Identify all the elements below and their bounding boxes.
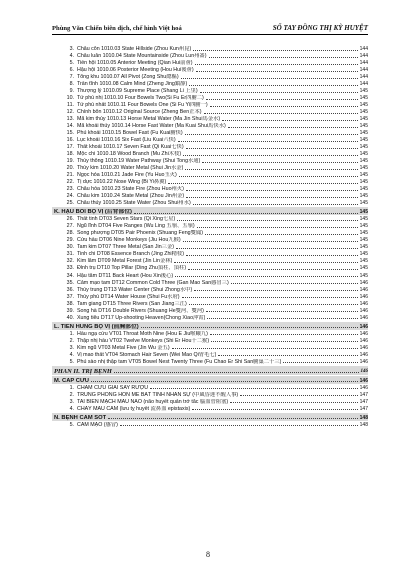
toc-entry[interactable] (52, 66, 368, 73)
table-of-contents (52, 45, 368, 428)
toc-entry-title: Châu thủy 1010.25 State Water (Zhou Shui州水) (77, 200, 191, 207)
dot-leader (188, 269, 358, 270)
toc-entry-title: TRÚNG PHONG HÔN MÊ BẤT TỈNH NHÂN SỰ (中風昏迷不醒人事) (77, 391, 239, 398)
toc-page-number: 145 (359, 95, 368, 102)
toc-entry-title: Phủ sào nhị thập tam VT05 Bowel Nest Twenty Three (Fu Chao Er Shi San腑巢二十三) (77, 358, 282, 365)
toc-entry-title: Thủy phủ DT14 Water House (Shui Fu水府) (77, 293, 180, 300)
toc-entry-number: 15. (66, 130, 74, 137)
toc-entry-title: Thập nhị hầu VT02 Twelve Monkeys (Shi Er Hou十二猴) (77, 337, 210, 344)
toc-page-number: 145 (359, 109, 368, 116)
toc-entry-title: Kim ngũ VT03 Metal Five (Jin Wu 金五) (77, 344, 170, 351)
dot-leader (108, 418, 357, 419)
toc-entry-title: Tổng khu 1010.07 All Pivot (Zong Shu總樞) (77, 74, 179, 81)
toc-entry-number: 4. (69, 405, 74, 412)
toc-page-number: 145 (359, 186, 368, 193)
dot-leader (228, 127, 358, 128)
toc-entry-number: 4. (69, 53, 74, 60)
toc-entry-number: 30. (66, 244, 74, 251)
dot-leader (177, 220, 357, 221)
toc-entry-number: 24. (66, 193, 74, 200)
toc-entry-number: 8. (69, 81, 74, 88)
toc-entry-number: 12. (66, 109, 74, 116)
toc-entry[interactable] (52, 101, 368, 108)
toc-page-number: 145 (359, 230, 368, 237)
toc-page-number: 145 (359, 216, 368, 223)
toc-entry-title: Tứ phủ nhất 1010.11 Four Bowels One (Si Fu Yi四腑一) (77, 102, 208, 109)
dot-leader (283, 362, 357, 363)
dot-leader (210, 106, 358, 107)
toc-entry-number: 38. (66, 300, 74, 307)
dot-leader (186, 255, 358, 256)
toc-entry-title: M. CẤP CỨU (54, 377, 89, 384)
toc-page-number: 145 (359, 172, 368, 179)
toc-page-number: 145 (359, 265, 368, 272)
header-left-title: Phùng Văn Chiến biên dịch, chế hình Việt hoá (52, 25, 182, 32)
toc-entry[interactable] (52, 45, 368, 52)
toc-page-number: 147 (359, 391, 368, 398)
dot-leader (134, 213, 358, 214)
dot-leader (168, 183, 357, 184)
toc-entry-title: Cảm mạo tam DT12 Common Cold Three (Gan Mao San感冒三) (77, 279, 229, 286)
dot-leader (209, 57, 358, 58)
toc-entry[interactable] (52, 229, 368, 236)
toc-page-number: 145 (359, 223, 368, 230)
header-right-title: SỔ TAY ĐỒNG THỊ KỲ HUYỆT (272, 24, 368, 32)
toc-page-number: 146 (359, 286, 368, 293)
toc-entry-title: Mã khoái thủy 1010.14 Horse Fast Water (Ma Kuai Shui馬快水) (77, 123, 226, 130)
toc-page-number: 144 (359, 67, 368, 74)
dot-leader (197, 227, 358, 228)
toc-page-number: 146 (359, 384, 368, 391)
toc-entry[interactable] (52, 257, 368, 264)
toc-entry[interactable] (52, 192, 368, 199)
dot-leader (176, 248, 358, 249)
toc-page-number: 145 (359, 200, 368, 207)
toc-page-number: 145 (359, 151, 368, 158)
toc-entry-number: 35. (66, 279, 74, 286)
toc-page-number: 148 (359, 421, 368, 428)
dot-leader (192, 409, 357, 410)
toc-entry[interactable] (52, 307, 368, 314)
toc-entry[interactable] (52, 185, 368, 192)
toc-entry[interactable] (52, 171, 368, 178)
toc-entry-title: Tam giang DT15 Three Rivers (San Jiang三江) (77, 300, 187, 307)
toc-entry-number: 6. (69, 67, 74, 74)
dot-leader (172, 348, 358, 349)
toc-entry-title: Châu kim 1010.24 State Metal (Zhou Jin州金) (77, 193, 185, 200)
toc-entry[interactable] (52, 236, 368, 243)
toc-entry-title: Phủ khoái 1010.15 Bowel Fast (Fu Kuai腑快) (77, 130, 183, 137)
toc-page-number: 144 (359, 53, 368, 60)
toc-entry-title: K. HẬU BỐI BỘ VỊ (后背部位) (54, 209, 132, 216)
toc-page-number: 146 (359, 279, 368, 286)
toc-entry[interactable] (52, 136, 368, 143)
dot-leader (204, 113, 358, 114)
toc-entry-title: Thất khoái 1010.17 Seven Fast (Qi Kuai七快) (77, 144, 184, 151)
toc-entry[interactable] (52, 157, 368, 164)
page-number: 8 (206, 550, 210, 559)
toc-page-number: 145 (359, 193, 368, 200)
dot-leader (222, 120, 357, 121)
toc-entry-title: CẢM MẠO (感冒) (77, 421, 118, 428)
toc-page-number: 145 (359, 88, 368, 95)
toc-entry-title: N. BỆNH CẢM SỐT (54, 414, 107, 421)
toc-entry[interactable] (52, 351, 368, 358)
toc-page-number: 147 (359, 405, 368, 412)
dot-leader (174, 262, 357, 263)
toc-page-number: 146 (360, 368, 368, 374)
toc-entry[interactable] (52, 358, 368, 365)
dot-leader (200, 92, 358, 93)
toc-entry-number: 26. (66, 216, 74, 223)
toc-page-number: 145 (359, 251, 368, 258)
toc-part-heading[interactable] (52, 366, 368, 375)
toc-entry-number: 16. (66, 137, 74, 144)
toc-page-number: 144 (359, 81, 368, 88)
toc-section-heading[interactable] (52, 376, 368, 384)
toc-entry-number: 27. (66, 223, 74, 230)
toc-entry-title: Song phượng DT05 Pair Phoenix (Shuang Feng雙鳳) (77, 230, 203, 237)
dot-leader (178, 141, 358, 142)
toc-entry-number: 7. (69, 74, 74, 81)
toc-entry-number: 28. (66, 230, 74, 237)
dot-leader (193, 50, 357, 51)
dot-leader (207, 318, 357, 319)
dot-leader (186, 190, 358, 191)
toc-entry[interactable] (52, 143, 368, 150)
toc-entry[interactable] (52, 391, 368, 398)
toc-page-number: 146 (359, 314, 368, 321)
toc-entry-title: Thủy trung DT13 Water Center (Shui Zhong水中) (77, 286, 193, 293)
toc-entry-number: 40. (66, 314, 74, 321)
toc-entry-number: 13. (66, 116, 74, 123)
dot-leader (218, 355, 357, 356)
toc-entry-title: Lục khoái 1010.16 Six Fast (Liu Kuai六快) (77, 137, 176, 144)
toc-entry-title: Mã kim thủy 1010.13 Horse Metal Water (Ma Jin Shui馬金水) (77, 116, 221, 123)
dot-leader (179, 176, 358, 177)
toc-entry-number: 29. (66, 237, 74, 244)
dot-leader (240, 395, 357, 396)
toc-entry-title: CHẢY MÁU CAM (lưu tỵ huyết 流鼻血 epistaxis) (77, 405, 191, 412)
dot-leader (182, 297, 358, 298)
toc-entry-title: CHÂM CỨU GIẢI SAY RƯỢU (77, 384, 149, 391)
dot-leader (196, 71, 358, 72)
toc-entry[interactable] (52, 59, 368, 66)
toc-entry[interactable] (52, 52, 368, 59)
toc-entry-title: TAI BIẾN MẠCH MÁU NÃO (não huyết quản trở tắc 腦血管阻塞) (77, 398, 229, 405)
toc-entry-number: 2. (69, 337, 74, 344)
toc-entry-number: 2. (69, 391, 74, 398)
toc-entry[interactable] (52, 215, 368, 222)
toc-section-heading[interactable] (52, 207, 368, 215)
toc-page-number: 147 (359, 398, 368, 405)
toc-entry-title: Đỉnh trụ DT10 Top Pillar (Ding Zhu頂柱、頂柱) (77, 265, 187, 272)
toc-entry-number: 3. (69, 398, 74, 405)
toc-entry-title: Châu côn 1010.03 State Hillside (Zhou Kun州昆) (77, 46, 192, 53)
toc-entry-title: Thượng lý 1010.09 Supreme Place (Shang Li 上里) (77, 88, 198, 95)
dot-leader (120, 425, 358, 426)
dot-leader (230, 402, 358, 403)
toc-entry-title: Tứ phủ nhị 1010.10 Four Bowels Two(Si Fu Er四腑二) (77, 95, 204, 102)
toc-entry-number: 17. (66, 144, 74, 151)
toc-page-number: 146 (359, 307, 368, 314)
toc-entry[interactable] (52, 108, 368, 115)
toc-entry[interactable] (52, 129, 368, 136)
toc-entry-number: 39. (66, 307, 74, 314)
toc-entry-number: 14. (66, 123, 74, 130)
toc-page-number: 146 (359, 377, 368, 384)
dot-leader (183, 155, 358, 156)
toc-entry[interactable] (52, 344, 368, 351)
toc-entry[interactable] (52, 279, 368, 286)
toc-entry-number: 3. (69, 46, 74, 53)
toc-entry-number: 33. (66, 265, 74, 272)
toc-entry[interactable] (52, 271, 368, 278)
toc-entry-title: Hậu tâm DT11 Back Heart (Hou Xin後心) (77, 272, 174, 279)
toc-entry[interactable] (52, 94, 368, 101)
toc-entry[interactable] (52, 300, 368, 307)
toc-page-number: 146 (359, 358, 368, 365)
toc-entry-title: Hầu ngạ cửu VT01 Throat Moth Nine (Hou E Jiu喉蛾九) (77, 330, 208, 337)
toc-page-number: 146 (359, 330, 368, 337)
dot-leader (206, 99, 358, 100)
dot-leader (206, 311, 358, 312)
toc-entry-title: Mộc chi 1010.18 Wood Branch (Mu Zhi木枝) (77, 151, 182, 158)
toc-entry-title: Thủy thông 1010.19 Water Pathway (Shui Tong水通) (77, 158, 201, 165)
dot-leader (202, 162, 357, 163)
toc-entry-number: 4. (69, 351, 74, 358)
toc-entry-number: 5. (69, 60, 74, 67)
toc-entry[interactable] (52, 243, 368, 250)
toc-entry[interactable] (52, 398, 368, 405)
toc-entry[interactable] (52, 73, 368, 80)
toc-entry-number: 20. (66, 165, 74, 172)
dot-leader (186, 197, 357, 198)
dot-leader (141, 327, 358, 328)
toc-entry-title: Châu hỏa 1010.23 State Fire (Zhou Huo州火) (77, 186, 184, 193)
toc-entry-title: Song hà DT16 Double Rivers (Shuang He雙河、雙河) (77, 307, 204, 314)
toc-entry[interactable] (52, 421, 368, 428)
toc-entry[interactable] (52, 178, 368, 185)
toc-entry-title: Xung tiêu DT17 Up-shooting Heaven(Chong Xiao沖霄) (77, 314, 206, 321)
toc-section-heading[interactable] (52, 413, 368, 421)
dot-leader (231, 283, 358, 284)
toc-entry-title: Vị mao thất VT04 Stomach Hair Seven (Wei Mao Qi胃毛七) (77, 351, 217, 358)
toc-entry-number: 11. (67, 102, 74, 109)
toc-entry-number: 36. (66, 286, 74, 293)
toc-entry-number: 9. (69, 88, 74, 95)
toc-entry-title: Châu luân 1010.04 State Mountainside (Zhou Lun州崙) (77, 53, 207, 60)
toc-entry-title: Tam kim DT07 Three Metal (San Jin三金) (77, 244, 175, 251)
dot-leader (183, 241, 358, 242)
toc-entry[interactable] (52, 337, 368, 344)
toc-entry[interactable] (52, 293, 368, 300)
toc-entry[interactable] (52, 150, 368, 157)
toc-entry-title: Kim lâm DT09 Metal Forest (Jin Lin金林) (77, 258, 173, 265)
toc-entry-number: 10. (66, 95, 74, 102)
toc-entry[interactable] (52, 314, 368, 321)
toc-page-number: 146 (359, 344, 368, 351)
toc-entry-number: 1. (69, 384, 74, 391)
toc-entry-number: 22. (66, 179, 74, 186)
toc-page-number: 145 (359, 116, 368, 123)
toc-entry-title: Trấn tĩnh 1010.08 Calm Mind (Zheng Jing鎮靜) (77, 81, 188, 88)
toc-page-number: 148 (359, 414, 368, 421)
dot-leader (186, 148, 358, 149)
toc-entry[interactable] (52, 250, 368, 257)
toc-entry-number: 18. (66, 151, 74, 158)
toc-entry-title: Thủy kim 1010.20 Water Metal (Shui Jin水金) (77, 165, 184, 172)
toc-entry-title: Tị dực 1010.22 Nose Wing (Bi Yi鼻翼) (77, 179, 167, 186)
toc-entry-title: Tiền hội 1010.05 Anterior Meeting (Qian Hui前會) (77, 60, 193, 67)
dot-leader (210, 334, 358, 335)
toc-section-heading[interactable] (52, 322, 368, 330)
dot-leader (205, 234, 358, 235)
toc-page-number: 144 (359, 60, 368, 67)
toc-entry[interactable] (52, 405, 368, 412)
toc-entry-title: Thất tinh DT03 Seven Stars (Qi Xing七星) (77, 216, 176, 223)
toc-entry-title: Chính bổn 1010.12 Original Source (Zheng Ben正本) (77, 109, 202, 116)
dot-leader (193, 204, 358, 205)
running-header (52, 24, 368, 35)
toc-entry-number: 25. (66, 200, 74, 207)
toc-page-number: 145 (359, 165, 368, 172)
toc-page-number: 145 (359, 272, 368, 279)
toc-page-number: 145 (359, 130, 368, 137)
toc-entry[interactable] (52, 286, 368, 293)
dot-leader (185, 134, 358, 135)
toc-page-number: 145 (359, 144, 368, 151)
toc-page-number: 145 (359, 209, 368, 216)
toc-entry-title: PHẦN II. TRỊ BỆNH (54, 368, 112, 375)
toc-entry-number: 21. (66, 172, 74, 179)
toc-page-number: 144 (359, 46, 368, 53)
dot-leader (189, 85, 357, 86)
toc-entry-title: Tinh chi DT08 Essence Branch (Jing Zhi精枝) (77, 251, 184, 258)
toc-page-number: 146 (359, 300, 368, 307)
toc-entry-title: L. TIỀN HUNG BỘ VỊ (前胸部位) (54, 323, 139, 330)
toc-entry[interactable] (52, 222, 368, 229)
toc-page-number: 145 (359, 158, 368, 165)
toc-entry[interactable] (52, 264, 368, 271)
dot-leader (211, 341, 358, 342)
dot-leader (175, 276, 357, 277)
toc-entry-title: Ngũ lĩnh DT04 Five Ranges (Wu Ling 五嶺、五嶺) (77, 223, 195, 230)
toc-page-number: 146 (359, 293, 368, 300)
toc-entry-number: 1. (69, 330, 74, 337)
toc-entry[interactable] (52, 122, 368, 129)
toc-entry-title: Ngọc hỏa 1010.21 Jade Fire (Yu Huo玉火) (77, 172, 177, 179)
toc-page-number: 145 (359, 258, 368, 265)
toc-page-number: 145 (359, 123, 368, 130)
dot-leader (150, 388, 358, 389)
toc-entry[interactable] (52, 115, 368, 122)
toc-entry[interactable] (52, 164, 368, 171)
dot-leader (91, 381, 358, 382)
toc-entry-number: 23. (66, 186, 74, 193)
toc-entry[interactable] (52, 87, 368, 94)
toc-page-number: 146 (359, 337, 368, 344)
toc-page-number: 145 (359, 137, 368, 144)
toc-page-number: 145 (359, 237, 368, 244)
toc-entry-number: 3. (69, 344, 74, 351)
toc-entry-number: 5. (69, 421, 74, 428)
toc-entry-number: 34. (66, 272, 74, 279)
toc-entry-number: 32. (66, 258, 74, 265)
toc-entry[interactable] (52, 199, 368, 206)
toc-page-number: 146 (359, 351, 368, 358)
toc-entry-number: 5. (69, 358, 74, 365)
toc-page-number: 145 (359, 102, 368, 109)
toc-entry-number: 37. (66, 293, 74, 300)
toc-page-number: 144 (359, 74, 368, 81)
toc-entry-title: Cửu hầu DT06 Nine Monkeys (Jiu Hou九猴) (77, 237, 181, 244)
dot-leader (185, 169, 357, 170)
toc-entry-number: 19. (66, 158, 74, 165)
dot-leader (114, 372, 359, 373)
toc-page-number: 146 (359, 323, 368, 330)
toc-entry-number: 31. (66, 251, 74, 258)
toc-entry-title: Hậu hội 1010.06 Posterior Meeting (Hou Hui後會) (77, 67, 194, 74)
toc-entry[interactable] (52, 330, 368, 337)
dot-leader (194, 290, 357, 291)
dot-leader (189, 304, 358, 305)
dot-leader (181, 78, 358, 79)
toc-page-number: 145 (359, 244, 368, 251)
dot-leader (195, 64, 358, 65)
toc-entry[interactable] (52, 80, 368, 87)
toc-entry[interactable] (52, 384, 368, 391)
toc-page-number: 145 (359, 179, 368, 186)
